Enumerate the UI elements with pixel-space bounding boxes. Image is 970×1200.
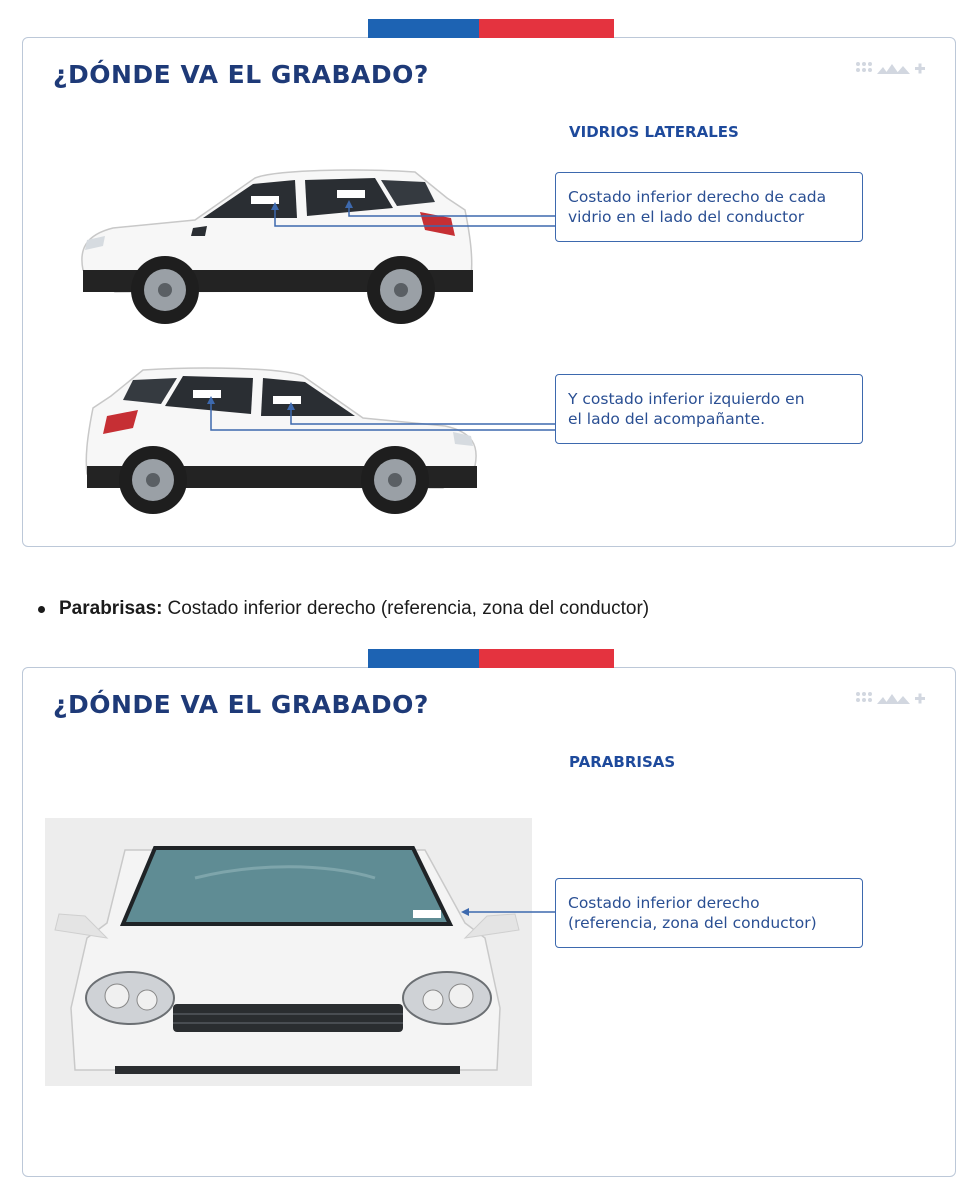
callout-line: Costado inferior derecho <box>568 894 760 912</box>
flag-stripe-blue <box>368 649 479 668</box>
list-item-windshield <box>38 598 649 620</box>
callout-line: Costado inferior derecho de cada <box>568 188 827 206</box>
flag-stripe-red <box>479 649 614 668</box>
section-label-side-windows: VIDRIOS LATERALES <box>569 123 739 141</box>
brand-logo-icon <box>855 690 933 708</box>
card-title: ¿DÓNDE VA EL GRABADO? <box>53 60 429 89</box>
bullet-dot <box>38 606 45 613</box>
brand-logo-icon <box>855 60 933 78</box>
car-front-view <box>45 818 532 1086</box>
callout-passenger-side <box>555 374 863 444</box>
callout-line: vidrio en el lado del conductor <box>568 208 805 226</box>
card-title: ¿DÓNDE VA EL GRABADO? <box>53 690 429 719</box>
callout-windshield <box>555 878 863 948</box>
car-side-view-passenger <box>83 348 483 518</box>
flag-stripe-red <box>479 19 614 38</box>
flag-stripe-blue <box>368 19 479 38</box>
bullet-label: Parabrisas: <box>59 598 163 619</box>
info-card-side-windows <box>22 37 956 547</box>
callout-driver-side <box>555 172 863 242</box>
callout-line: Y costado inferior izquierdo en <box>568 390 805 408</box>
info-card-windshield <box>22 667 956 1177</box>
car-side-view-driver <box>75 150 475 325</box>
section-label-windshield: PARABRISAS <box>569 753 676 771</box>
callout-line: (referencia, zona del conductor) <box>568 914 817 932</box>
bullet-text: Costado inferior derecho (referencia, zona del conductor) <box>167 598 650 619</box>
callout-line: el lado del acompañante. <box>568 410 766 428</box>
